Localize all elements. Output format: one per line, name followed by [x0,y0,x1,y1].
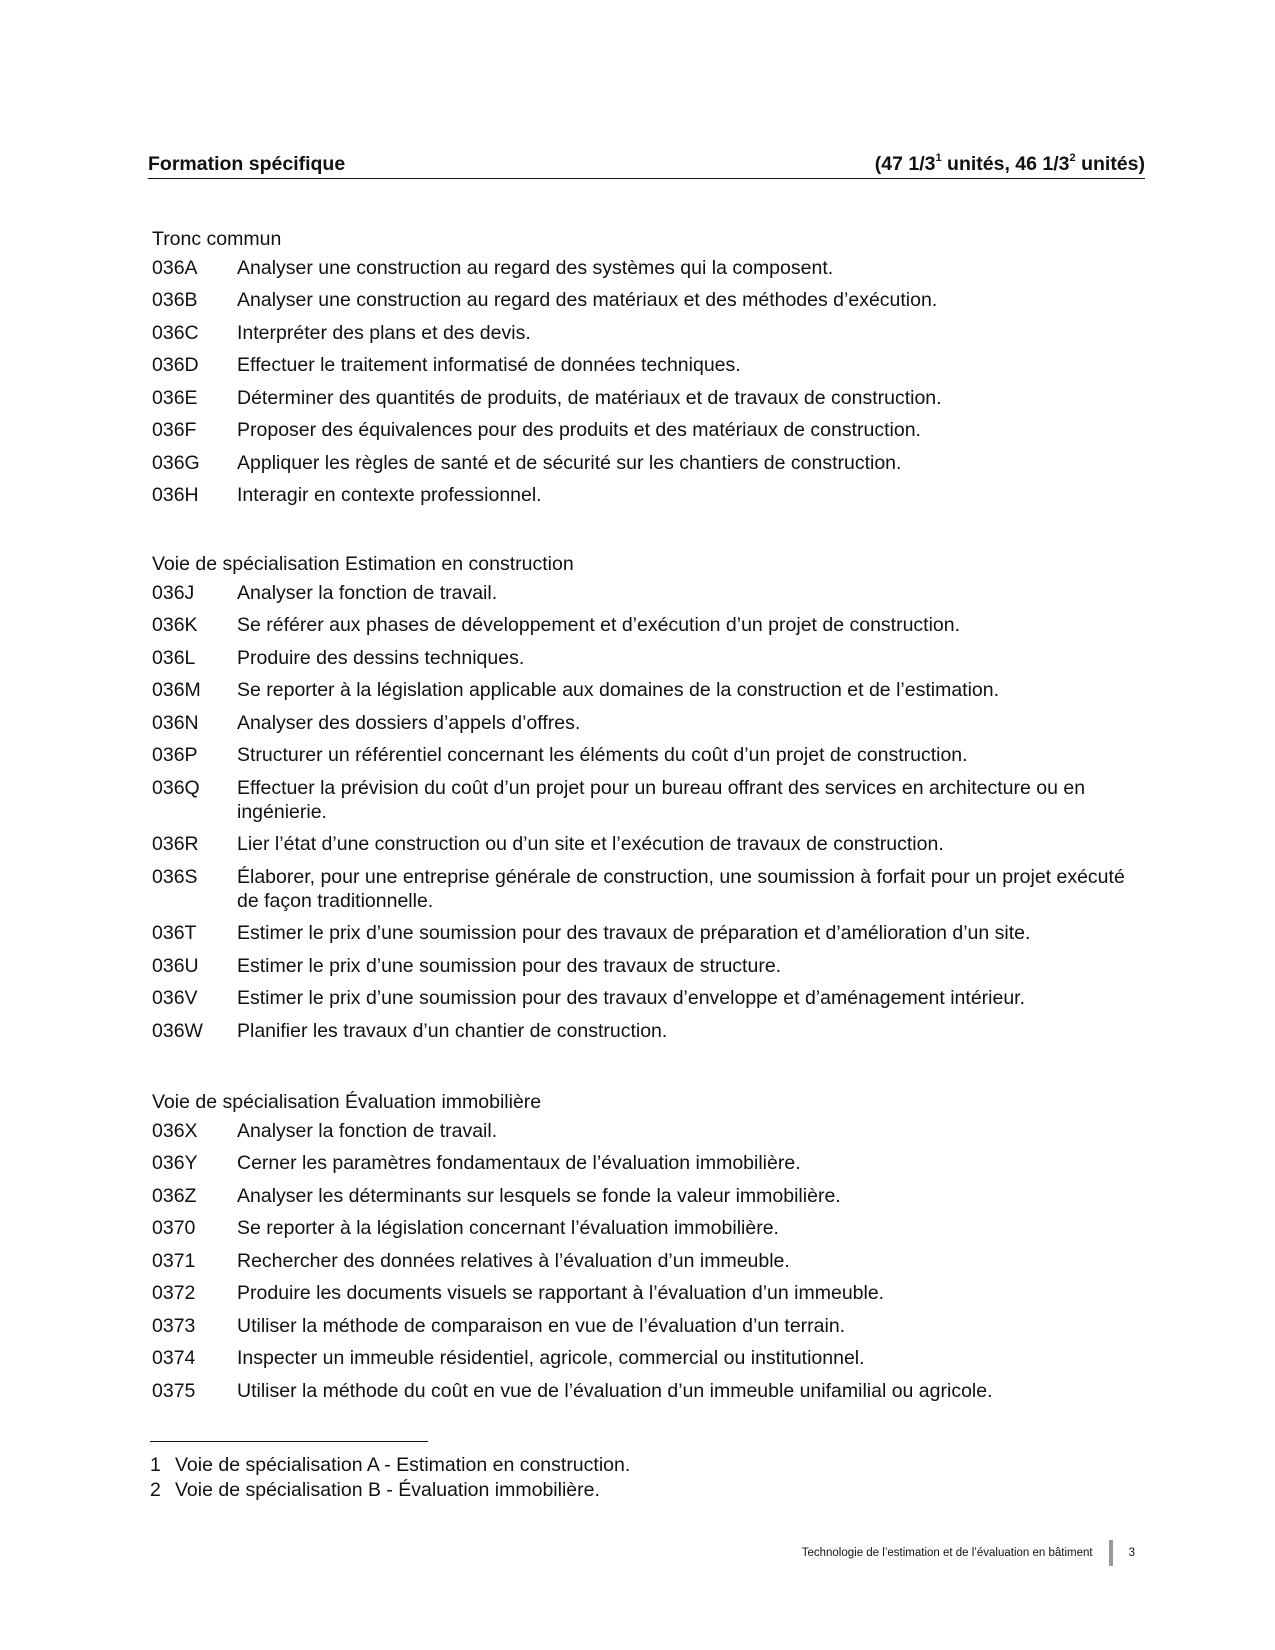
competency-row: 036F Proposer des équivalences pour des produits et des matériaux de construction. [152,419,921,441]
competency-row: 036X Analyser la fonction de travail. [152,1119,498,1142]
section-estimation [152,548,1142,1051]
page-number: 3 [1128,1547,1135,1559]
competency-row: 036C Interpréter des plans et des devis. [152,321,531,344]
competency-row: 036K Se référer aux phases de développement et d’exécution d’un projet de construction. [152,614,961,636]
competency-row: 036L Produire des dessins techniques. [152,646,525,669]
subsection-title: Voie de spécialisation Évaluation immobilière [152,1091,542,1113]
competency-row: 036T Estimer le prix d’une soumission pour des travaux de préparation et d’amélioration d’un site. [152,922,1031,944]
footnote-1: 1 Voie de spécialisation A - Estimation en construction. [150,1454,631,1476]
subsection-title: Tronc commun [152,228,282,250]
competency-row: 036Z Analyser les déterminants sur lesquels se fonde la valeur immobilière. [152,1184,841,1207]
subsection-title: Voie de spécialisation Estimation en construction [152,553,574,575]
competency-row: 036V Estimer le prix d’une soumission pour des travaux d’enveloppe et d’aménagement intérieur. [152,987,1026,1009]
page-footer [802,1540,1135,1566]
footnote-ref-2: 2 [1069,151,1076,164]
footnote-2: 2 Voie de spécialisation B - Évaluation immobilière. [150,1478,600,1501]
footnote-divider [150,1441,428,1442]
section-header [148,148,1145,179]
footnote-ref-1: 1 [935,151,942,164]
competency-row: 036N Analyser des dossiers d’appels d’offres. [152,711,581,734]
competency-row: 036M Se reporter à la législation applicable aux domaines de la construction et de l’estimation. [152,679,1000,701]
competency-row: 0374 Inspecter un immeuble résidentiel, agricole, commercial ou institutionnel. [152,1347,865,1369]
competency-row: 036U Estimer le prix d’une soumission pour des travaux de structure. [152,954,782,977]
competency-row: 036R Lier l’état d’une construction ou d’un site et l’exécution de travaux de construction. [152,833,944,855]
competency-row: 036B Analyser une construction au regard des matériaux et des méthodes d’exécution. [152,289,938,311]
competency-row: 0371 Rechercher des données relatives à l’évaluation d’un immeuble. [152,1249,790,1272]
competency-row: 0370 Se reporter à la législation concernant l’évaluation immobilière. [152,1217,779,1239]
competency-row: 0375 Utiliser la méthode du coût en vue de l’évaluation d’un immeuble unifamilial ou agricole. [152,1379,993,1402]
competency-row: 036Y Cerner les paramètres fondamentaux de l’évaluation immobilière. [152,1152,801,1174]
competency-row: 0373 Utiliser la méthode de comparaison en vue de l’évaluation d’un terrain. [152,1314,846,1337]
competency-row: 0372 Produire les documents visuels se rapportant à l’évaluation d’un immeuble. [152,1282,885,1304]
section-title: Formation spécifique [148,153,346,175]
competency-row: 036W Planifier les travaux d’un chantier de construction. [152,1019,668,1042]
competency-row: 036P Structurer un référentiel concernant les éléments du coût d’un projet de construction. [152,744,968,766]
competency-row: 036S Élaborer, pour une entreprise générale de construction, une soumission à forfait pour un projet exécuté de façon traditionnelle. [152,865,1125,912]
competency-row: 036J Analyser la fonction de travail. [152,581,498,604]
document-title: Technologie de l’estimation et de l’évaluation en bâtiment [801,1547,1093,1559]
units-summary: (47 $1/3^1$ unités, 46 $1/3^2$ unités) [874,151,1145,175]
competency-row: 036H Interagir en contexte professionnel. [152,484,542,506]
competency-row: 036E Déterminer des quantités de produits, de matériaux et de travaux de construction. [152,386,942,409]
section-tronc-commun [152,223,1142,516]
competency-row: 036G Appliquer les règles de santé et de sécurité sur les chantiers de construction. [152,451,902,474]
competency-row: 036D Effectuer le traitement informatisé de données techniques. [152,354,741,376]
footnotes [150,1453,630,1502]
footer-separator-bar [1109,1540,1113,1566]
competency-row: 036A Analyser une construction au regard des systèmes qui la composent. [152,256,834,279]
competency-row: 036Q Effectuer la prévision du coût d’un projet pour un bureau offrant des services en architecture ou en ingénierie. [152,776,1086,823]
section-evaluation [152,1086,1142,1411]
